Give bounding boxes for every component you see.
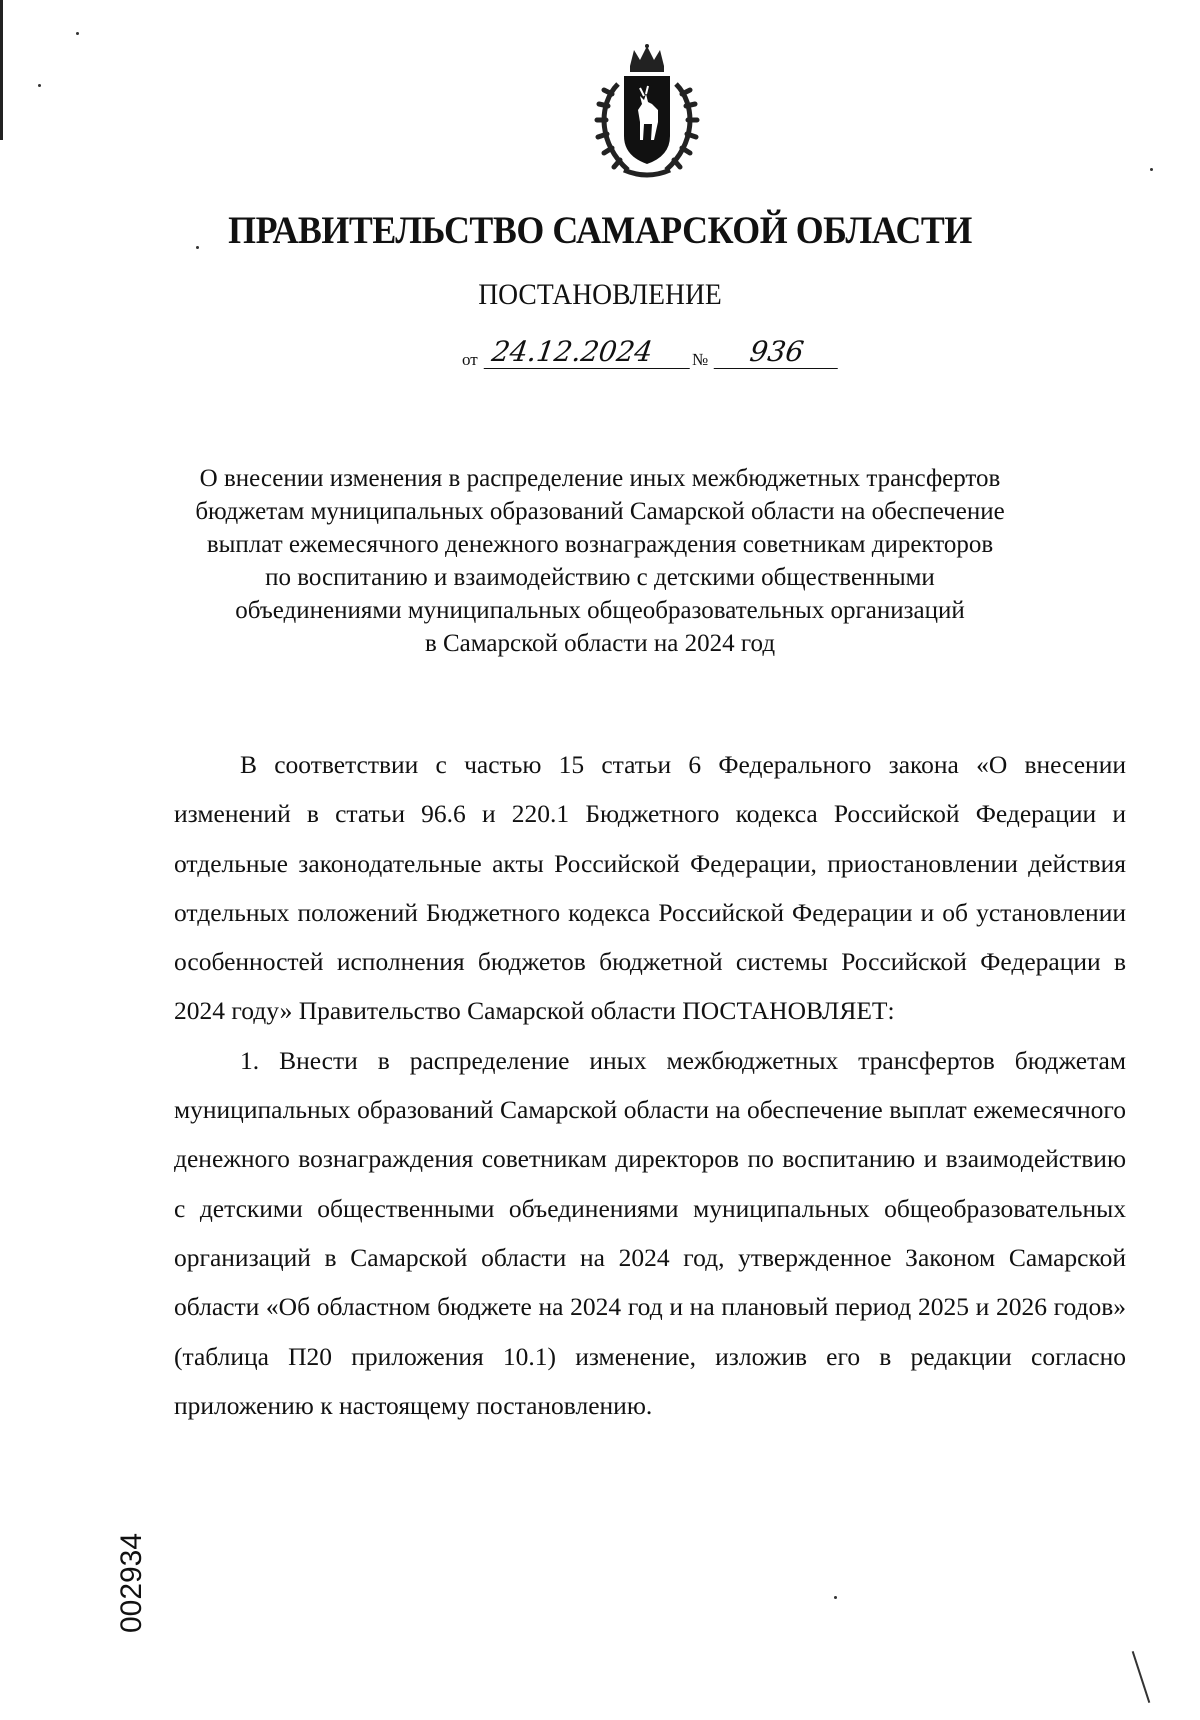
- subject-line: выплат ежемесячного денежного вознаграждения советникам директоров: [206, 531, 994, 558]
- subject-line: О внесении изменения в распределение иных межбюджетных трансфертов: [199, 465, 1001, 492]
- subject-line: в Самарской области на 2024 год: [424, 630, 776, 657]
- subject-line: бюджетам муниципальных образований Самарской области на обеспечение: [195, 498, 1005, 525]
- scan-scratch: [1132, 1651, 1151, 1703]
- document-number: 936: [714, 336, 843, 369]
- scan-speck: [38, 84, 41, 87]
- scan-speck: [834, 1596, 837, 1599]
- date-prefix: от: [462, 350, 478, 369]
- subject-line: по воспитанию и взаимодействию с детскими общественными: [265, 564, 935, 591]
- coat-of-arms-icon: [588, 44, 706, 180]
- stamp-number: 002934: [115, 1532, 148, 1634]
- number-prefix: №: [692, 350, 709, 369]
- body-paragraph-preamble: В соответствии с частью 15 статьи 6 Федерального закона «О внесении изменений в статьи 96.6 и 220.1 Бюджетного кодекса Российской Федерации и отдельные законодательные акты Российской Федерации, приостановлении действия отдельных положений Бюджетного кодекса Российской Федерации и об установлении особенностей исполнения бюджетов бюджетной системы Российской Федерации в 2024 году» Правительство Самарской области ПОСТАНОВЛЯЕТ:: [174, 750, 1126, 1026]
- margin-registration-stamp: [102, 1508, 162, 1658]
- date-number-line: [462, 334, 842, 374]
- document-date: 24.12.2024: [484, 336, 695, 369]
- scan-speck: [76, 32, 79, 35]
- scan-edge-mark: [0, 0, 3, 140]
- document-subject: [150, 462, 1050, 660]
- scan-speck: [1150, 168, 1153, 171]
- subject-line: объединениями муниципальных общеобразовательных организаций: [235, 597, 965, 624]
- document-type: ПОСТАНОВЛЕНИЕ: [478, 278, 722, 311]
- body-paragraph-item-1: 1. Внести в распределение иных межбюджетных трансфертов бюджетам муниципальных образований Самарской области на обеспечение выплат ежемесячного денежного вознаграждения советникам директоров по воспитанию и взаимодействию с детскими общественными объединениями муниципальных общеобразовательных организаций в Самарской области на 2024 год, утвержденное Законом Самарской области «Об областном бюджете на 2024 год и на плановый период 2025 и 2026 годов» (таблица П20 приложения 10.1) изменение, изложив его в редакции согласно приложению к настоящему постановлению.: [174, 1045, 1126, 1420]
- document-body: [174, 740, 1126, 1430]
- government-title: ПРАВИТЕЛЬСТВО САМАРСКОЙ ОБЛАСТИ: [228, 209, 972, 252]
